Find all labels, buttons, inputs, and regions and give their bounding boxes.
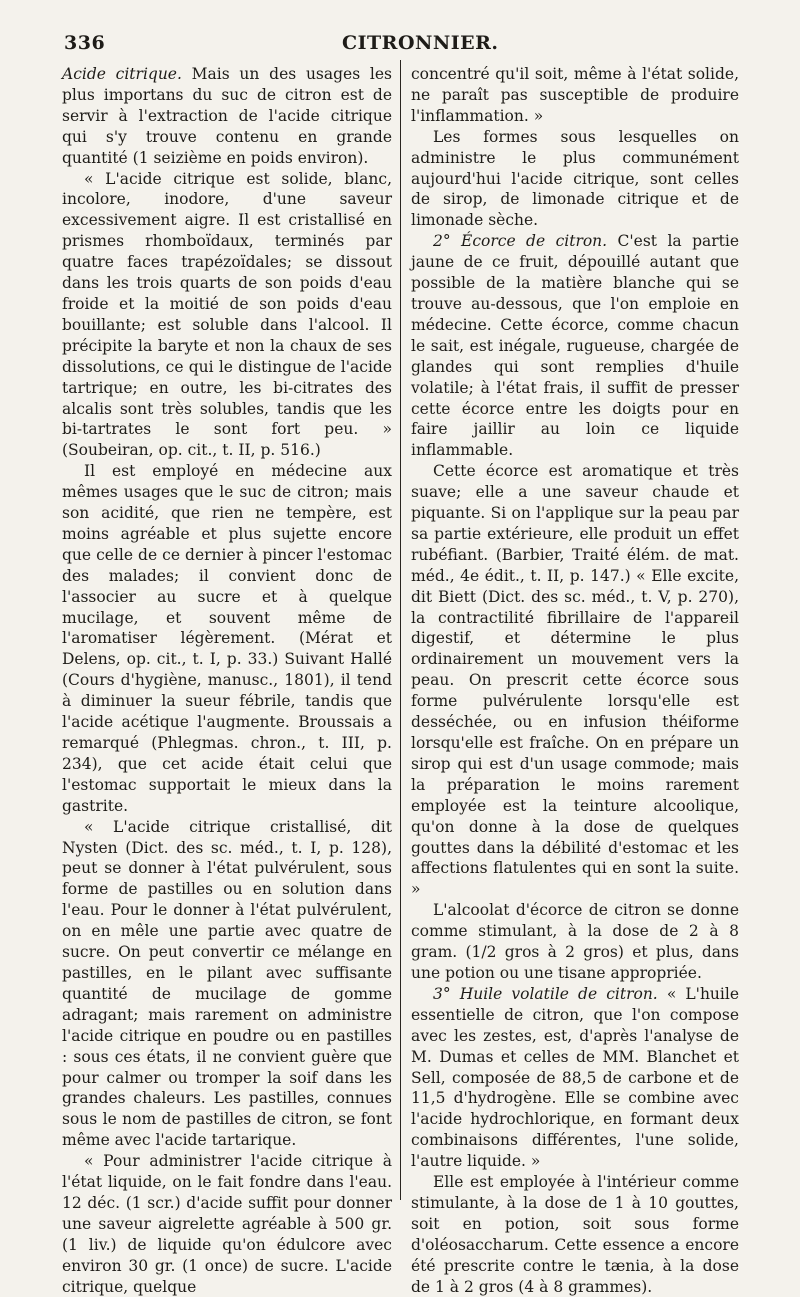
left-column bbox=[62, 64, 400, 1297]
page-header bbox=[62, 30, 758, 58]
paragraph: « L'acide citrique est solide, blanc, incolore, inodore, d'une saveur excessivement aigre. Il est cristallisé en prismes rhomboïdaux, terminés par quatre faces trapézoïdales; se dissout dans les trois quarts de son poids d'eau froide et la moitié de son poids d'eau bouillante; est soluble dans l'alcool. Il précipite la baryte et non la chaux de ses dissolutions, ce qui le distingue de l'acide tartrique; en outre, les bi-citrates des alcalis sont très solubles, tandis que les bi-tartrates le sont fort peu. » (Soubeiran, op. cit., t. II, p. 516.) bbox=[62, 169, 392, 460]
paragraph-lead: 3° Huile volatile de citron. bbox=[433, 984, 658, 1003]
paragraph-text: Mais un des usages les plus importans du suc de citron est de servir à l'extraction de l'acide citrique qui s'y trouve contenu en grande quantité (1 seizième en poids environ). bbox=[62, 65, 392, 167]
paragraph: « Pour administrer l'acide citrique à l'état liquide, on le fait fondre dans l'eau. 12 déc. (1 scr.) d'acide suffit pour donner une saveur aigrelette agréable à 500 gr. (1 liv.) de liquide qu'on édulcore avec environ 30 gr. (1 once) de sucre. L'acide citrique, quelque bbox=[62, 1152, 392, 1296]
paragraph: concentré qu'il soit, même à l'état solide, ne paraît pas susceptible de produire l'inflammation. » bbox=[411, 65, 739, 125]
right-column bbox=[401, 64, 739, 1297]
paragraph-text: « L'huile essentielle de citron, que l'on compose avec les zestes, est, d'après l'analyse de M. Dumas et celles de MM. Blanchet et Sell, composée de 88,5 de carbone et de 11,5 d'hydrogène. Elle se combine avec l'acide hydrochlorique, en formant deux combinaisons différentes, l'une solide, l'autre liquide. » bbox=[411, 984, 740, 1171]
running-title: CITRONNIER. bbox=[342, 32, 499, 54]
paragraph bbox=[411, 231, 739, 461]
paragraph: Cette écorce est aromatique et très suave; elle a une saveur chaude et piquante. Si on l'applique sur la peau par sa partie extérieure, elle produit un effet rubéfiant. (Barbier, Traité élém. de mat. méd., 4e édit., t. II, p. 147.) « Elle excite, dit Biett (Dict. des sc. méd., t. V, p. 270), la contractilité fibrillaire de l'appareil digestif, et détermine le plus ordinairement un mouvement vers la peau. On prescrit cette écorce sous forme pulvérulente lorsqu'elle est desséchée, ou en infusion théiforme lorsqu'elle est fraîche. On en prépare un sirop qui est d'un usage commode; mais la préparation le moins rarement employée est la teinture alcoolique, qu'on donne à la dose de quelques gouttes dans la débilité d'estomac et les affections flatulentes qui en sont la suite. » bbox=[411, 462, 739, 899]
paragraph: Les formes sous lesquelles on administre le plus communément aujourd'hui l'acide citrique, sont celles de sirop, de limonade citrique et de limonade sèche. bbox=[411, 127, 739, 230]
paragraph bbox=[62, 64, 392, 169]
paragraph: « L'acide citrique cristallisé, dit Nysten (Dict. des sc. méd., t. I, p. 128), peut se donner à l'état pulvérulent, sous forme de pastilles ou en solution dans l'eau. Pour le donner à l'état pulvérulent, on en mêle une partie avec quatre de sucre. On peut convertir ce mélange en pastilles, en le pilant avec suffisante quantité de mucilage de gomme adragant; mais rarement on administre l'acide citrique en poudre ou en pastilles : sous ces états, il ne convient guère que pour calmer ou tromper la soif dans les grandes chaleurs. Les pastilles, connues sous le nom de pastilles de citron, se font même avec l'acide tartarique. bbox=[62, 817, 392, 1150]
paragraph bbox=[411, 984, 739, 1172]
paragraph: L'alcoolat d'écorce de citron se donne comme stimulant, à la dose de 2 à 8 gram. (1/2 gros à 2 gros) et plus, dans une potion ou une tisane appropriée. bbox=[411, 901, 739, 982]
paragraph-lead: 2° Écorce de citron. bbox=[433, 232, 608, 251]
text-columns bbox=[62, 64, 758, 1297]
paragraph-text: C'est la partie jaune de ce fruit, dépouillé autant que possible de la matière blanche qui se trouve au-dessous, que l'on emploie en médecine. Cette écorce, comme chacun le sait, est inégale, rugueuse, chargée de glandes qui sont remplies d'huile volatile; à l'état frais, il suffit de presser cette écorce entre les doigts pour en faire jaillir au loin ce liquide inflammable. bbox=[411, 232, 739, 460]
paragraph: Il est employé en médecine aux mêmes usages que le suc de citron; mais son acidité, que rien ne tempère, est moins agréable et plus sujette encore que celle de ce dernier à pincer l'estomac des malades; il convient donc de l'associer au sucre et à quelque mucilage, et souvent même de l'aromatiser légèrement. (Mérat et Delens, op. cit., t. I, p. 33.) Suivant Hallé (Cours d'hygiène, manusc., 1801), il tend à diminuer la sueur fébrile, tandis que l'acide acétique l'augmente. Broussais a remarqué (Phlegmas. chron., t. III, p. 234), que cet acide était celui que l'estomac supportait le mieux dans la gastrite. bbox=[62, 462, 392, 815]
page-number: 336 bbox=[64, 32, 106, 54]
paragraph-lead: Acide citrique. bbox=[62, 65, 182, 83]
paragraph: Elle est employée à l'intérieur comme stimulante, à la dose de 1 à 10 gouttes, soit en potion, soit sous forme d'oléosaccharum. Cette essence a encore été prescrite contre le tænia, à la dose de 1 à 2 gros (4 à 8 grammes). bbox=[411, 1173, 739, 1296]
